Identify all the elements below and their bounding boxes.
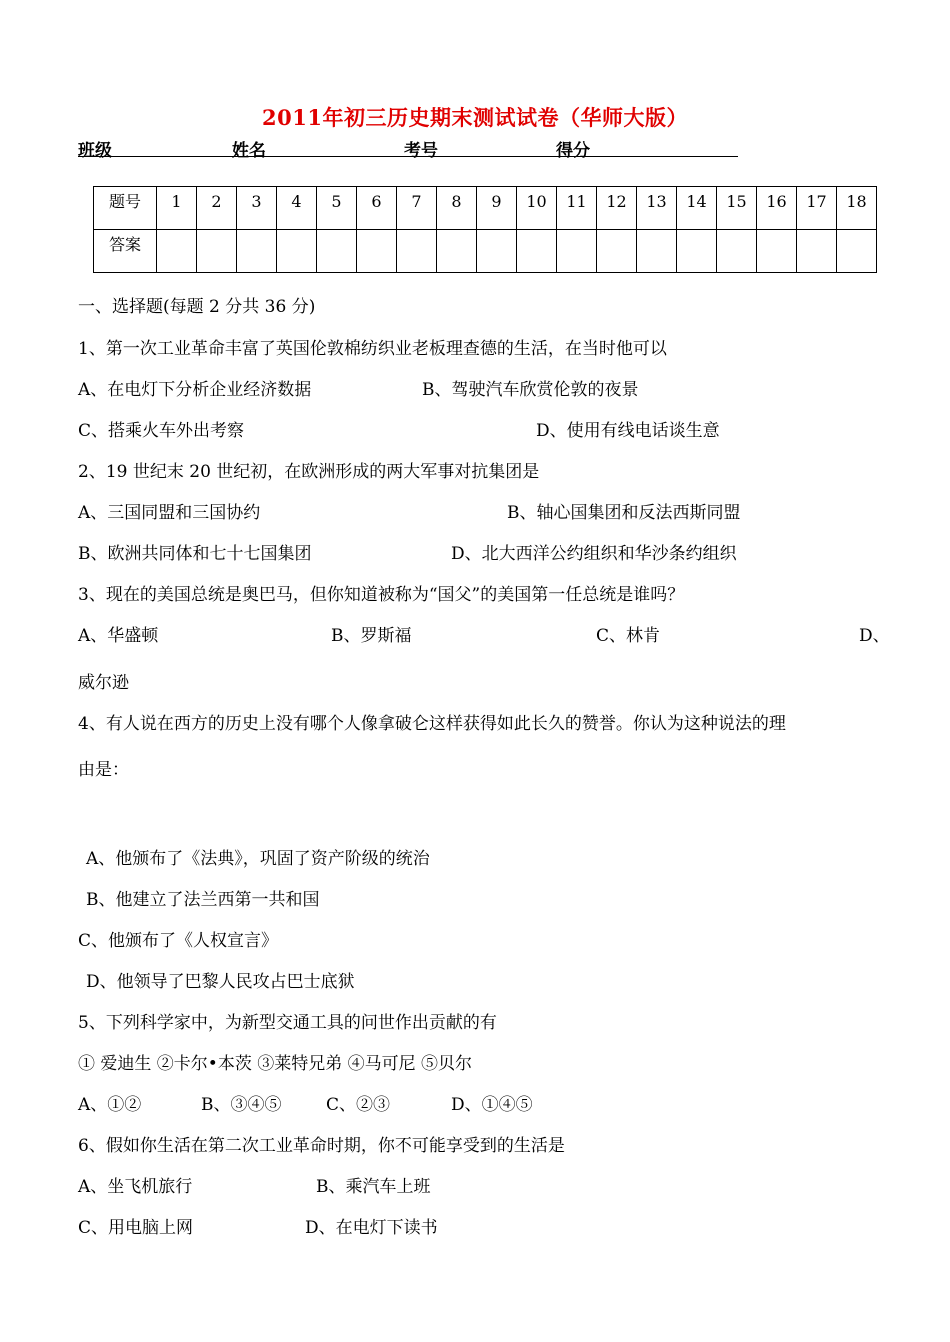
number-cell: 9 bbox=[477, 187, 517, 230]
question-6-option-b: B、乘汽车上班 bbox=[316, 1177, 431, 1197]
answer-cell[interactable] bbox=[317, 230, 357, 273]
question-3-option-b: B、罗斯福 bbox=[331, 626, 412, 646]
number-cell: 12 bbox=[597, 187, 637, 230]
answer-cell[interactable] bbox=[757, 230, 797, 273]
question-4-option-a: A、他颁布了《法典》，巩固了资产阶级的统治 bbox=[86, 849, 430, 869]
answer-cell[interactable] bbox=[517, 230, 557, 273]
answer-cell[interactable] bbox=[557, 230, 597, 273]
number-cell: 2 bbox=[197, 187, 237, 230]
number-cell: 10 bbox=[517, 187, 557, 230]
number-cell: 6 bbox=[357, 187, 397, 230]
page-title: 2011年初三历史期末测试试卷（华师大版） bbox=[262, 105, 688, 130]
question-4-stem: 4、有人说在西方的历史上没有哪个人像拿破仑这样获得如此长久的赞誉。你认为这种说法的理 bbox=[78, 714, 786, 734]
answer-cell[interactable] bbox=[437, 230, 477, 273]
question-5-items: ① 爱迪生 ②卡尔•本茨 ③莱特兄弟 ④马可尼 ⑤贝尔 bbox=[78, 1054, 473, 1074]
class-label: 班级 bbox=[78, 141, 112, 161]
question-5-stem: 5、下列科学家中，为新型交通工具的问世作出贡献的有 bbox=[78, 1013, 497, 1033]
answer-cell[interactable] bbox=[717, 230, 757, 273]
number-cell: 1 bbox=[157, 187, 197, 230]
question-6-option-c: C、用电脑上网 bbox=[78, 1218, 194, 1238]
number-cell: 14 bbox=[677, 187, 717, 230]
question-4-option-d: D、他领导了巴黎人民攻占巴士底狱 bbox=[86, 972, 355, 992]
question-3-option-a: A、华盛顿 bbox=[78, 626, 159, 646]
number-row-label: 题号 bbox=[94, 187, 157, 230]
number-cell: 17 bbox=[797, 187, 837, 230]
answer-cell[interactable] bbox=[477, 230, 517, 273]
number-cell: 11 bbox=[557, 187, 597, 230]
answer-cell[interactable] bbox=[357, 230, 397, 273]
answer-table-number-row bbox=[94, 187, 877, 230]
question-3-option-c: C、林肯 bbox=[596, 626, 661, 646]
answer-cell[interactable] bbox=[397, 230, 437, 273]
question-6-stem: 6、假如你生活在第二次工业革命时期，你不可能享受到的生活是 bbox=[78, 1136, 565, 1156]
question-6-option-a: A、坐飞机旅行 bbox=[78, 1177, 193, 1197]
number-cell: 3 bbox=[237, 187, 277, 230]
question-6-option-d: D、在电灯下读书 bbox=[305, 1218, 438, 1238]
answer-cell[interactable] bbox=[797, 230, 837, 273]
question-4-stem-continued: 由是： bbox=[78, 760, 129, 780]
answer-row-label: 答案 bbox=[94, 230, 157, 273]
answer-cell[interactable] bbox=[677, 230, 717, 273]
number-cell: 18 bbox=[837, 187, 877, 230]
question-2-option-c: B、欧洲共同体和七十七国集团 bbox=[78, 544, 312, 564]
question-4-option-b: B、他建立了法兰西第一共和国 bbox=[86, 890, 320, 910]
question-1-option-b: B、驾驶汽车欣赏伦敦的夜景 bbox=[422, 380, 639, 400]
answer-cell[interactable] bbox=[277, 230, 317, 273]
number-cell: 15 bbox=[717, 187, 757, 230]
answer-cell[interactable] bbox=[597, 230, 637, 273]
question-2-stem: 2、19 世纪末 20 世纪初，在欧洲形成的两大军事对抗集团是 bbox=[78, 462, 540, 482]
question-2-option-b: B、轴心国集团和反法西斯同盟 bbox=[507, 503, 741, 523]
question-5-option-a: A、①② bbox=[78, 1095, 142, 1115]
number-cell: 13 bbox=[637, 187, 677, 230]
score-label: 得分 bbox=[556, 141, 590, 161]
number-cell: 8 bbox=[437, 187, 477, 230]
answer-table bbox=[93, 186, 877, 273]
name-label: 姓名 bbox=[232, 141, 266, 161]
question-1-option-a: A、在电灯下分析企业经济数据 bbox=[78, 380, 312, 400]
question-2-option-a: A、三国同盟和三国协约 bbox=[78, 503, 261, 523]
answer-table-answer-row bbox=[94, 230, 877, 273]
number-cell: 5 bbox=[317, 187, 357, 230]
question-1-stem: 1、第一次工业革命丰富了英国伦敦棉纺织业老板理查德的生活，在当时他可以 bbox=[78, 339, 667, 359]
question-3-option-d-continued: 威尔逊 bbox=[78, 673, 129, 693]
number-cell: 16 bbox=[757, 187, 797, 230]
answer-cell[interactable] bbox=[837, 230, 877, 273]
number-cell: 7 bbox=[397, 187, 437, 230]
question-2-option-d: D、北大西洋公约组织和华沙条约组织 bbox=[451, 544, 737, 564]
answer-cell[interactable] bbox=[157, 230, 197, 273]
question-1-option-c: C、搭乘火车外出考察 bbox=[78, 421, 245, 441]
answer-cell[interactable] bbox=[197, 230, 237, 273]
question-1-option-d: D、使用有线电话谈生意 bbox=[536, 421, 720, 441]
question-5-option-c: C、②③ bbox=[326, 1095, 391, 1115]
question-3-option-d: D、 bbox=[859, 626, 890, 646]
answer-cell[interactable] bbox=[637, 230, 677, 273]
number-cell: 4 bbox=[277, 187, 317, 230]
question-5-option-b: B、③④⑤ bbox=[201, 1095, 282, 1115]
question-4-option-c: C、他颁布了《人权宣言》 bbox=[78, 931, 279, 951]
number-label: 考号 bbox=[404, 141, 438, 161]
section-heading: 一、选择题(每题 2 分共 36 分) bbox=[78, 297, 316, 317]
info-underline bbox=[78, 156, 738, 157]
answer-cell[interactable] bbox=[237, 230, 277, 273]
question-3-stem: 3、现在的美国总统是奥巴马，但你知道被称为“国父”的美国第一任总统是谁吗？ bbox=[78, 585, 685, 605]
question-5-option-d: D、①④⑤ bbox=[451, 1095, 533, 1115]
